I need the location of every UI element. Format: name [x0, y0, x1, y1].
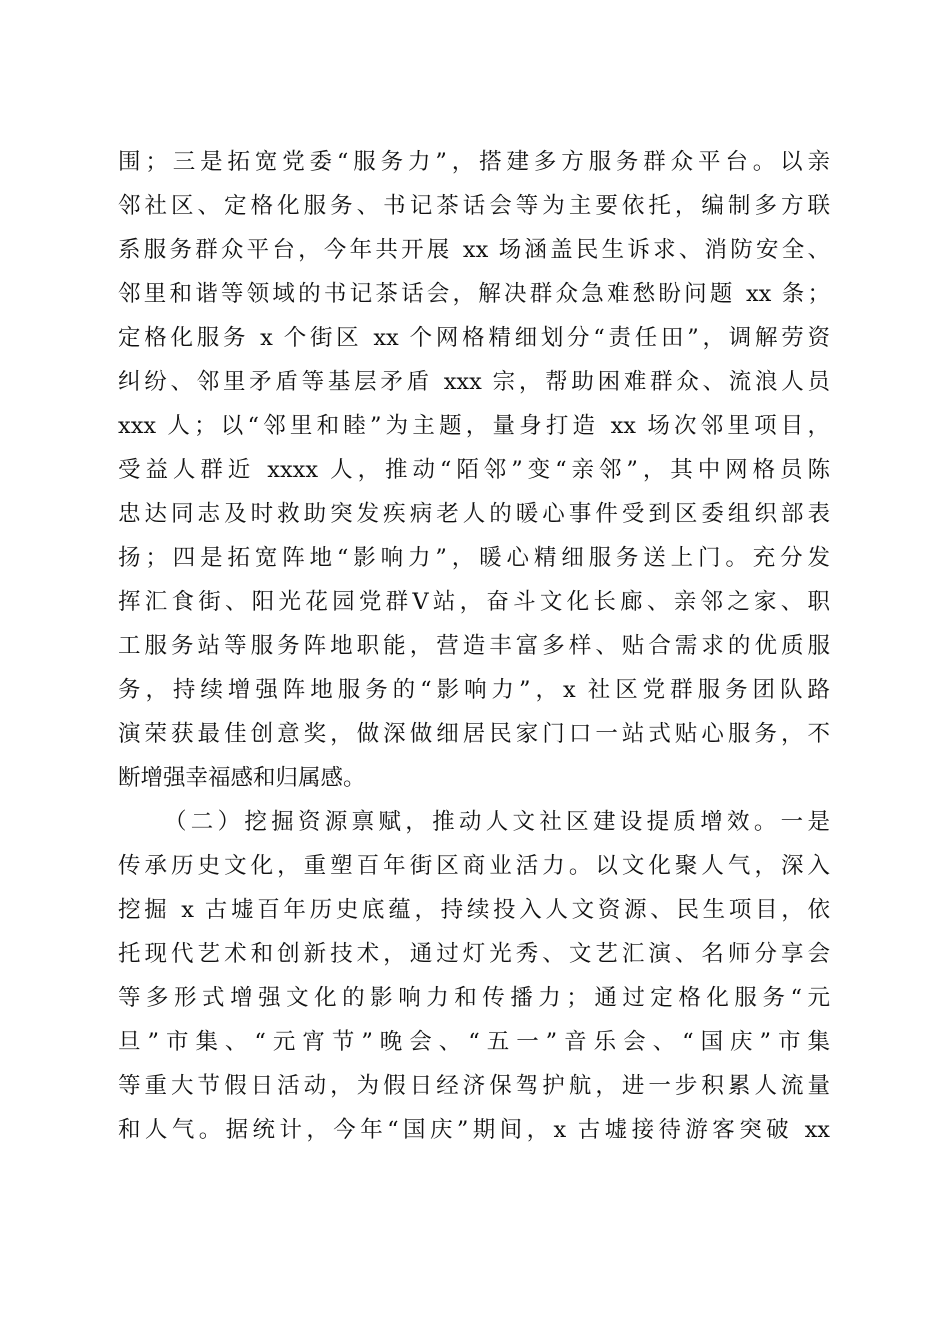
text-line: 托现代艺术和创新技术，通过灯光秀、文艺汇演、名师分享会	[118, 941, 830, 967]
text-line: 旦”市集、“元宵节”晚会、“五一”音乐会、“国庆”市集	[118, 1029, 830, 1055]
text-line: xxx 人；以“邻里和睦”为主题，量身打造 xx 场次邻里项目，	[118, 413, 830, 439]
text-line: 定格化服务 x 个街区 xx 个网格精细划分“责任田”，调解劳资	[118, 325, 830, 351]
text-line: 工服务站等服务阵地职能，营造丰富多样、贴合需求的优质服	[118, 633, 830, 659]
paragraph-2	[118, 800, 830, 1152]
text-line: 纠纷、邻里矛盾等基层矛盾 xxx 宗，帮助困难群众、流浪人员	[118, 369, 830, 395]
text-line: 传承历史文化，重塑百年街区商业活力。以文化聚人气，深入	[118, 853, 830, 879]
paragraph-1	[118, 140, 830, 800]
text-line: 等多形式增强文化的影响力和传播力；通过定格化服务“元	[118, 985, 830, 1011]
section-heading-line: （二）挖掘资源禀赋，推动人文社区建设提质增效。一是	[164, 809, 830, 835]
text-line: 忠达同志及时救助突发疾病老人的暖心事件受到区委组织部表	[118, 501, 830, 527]
text-line: 围；三是拓宽党委“服务力”，搭建多方服务群众平台。以亲	[118, 149, 830, 175]
text-line: 演荣获最佳创意奖，做深做细居民家门口一站式贴心服务，不	[118, 721, 830, 747]
text-line: 挖掘 x 古墟百年历史底蕴，持续投入人文资源、民生项目，依	[118, 897, 830, 923]
text-line: 断增强幸福感和归属感。	[118, 765, 366, 791]
text-line: 等重大节假日活动，为假日经济保驾护航，进一步积累人流量	[118, 1073, 830, 1099]
text-line: 受益人群近 xxxx 人，推动“陌邻”变“亲邻”，其中网格员陈	[118, 457, 830, 483]
text-line: 挥汇食街、阳光花园党群Ⅴ站，奋斗文化长廊、亲邻之家、职	[118, 589, 830, 615]
text-line: 系服务群众平台，今年共开展 xx 场涵盖民生诉求、消防安全、	[118, 237, 830, 263]
text-line: 扬；四是拓宽阵地“影响力”，暖心精细服务送上门。充分发	[118, 545, 830, 571]
text-line: 邻社区、定格化服务、书记茶话会等为主要依托，编制多方联	[118, 193, 830, 219]
text-line: 务，持续增强阵地服务的“影响力”，x 社区党群服务团队路	[118, 677, 830, 703]
text-line: 和人气。据统计，今年“国庆”期间，x 古墟接待游客突破 xx	[118, 1117, 830, 1143]
document-body	[118, 140, 830, 1152]
text-line: 邻里和谐等领域的书记茶话会，解决群众急难愁盼问题 xx 条；	[118, 281, 830, 307]
